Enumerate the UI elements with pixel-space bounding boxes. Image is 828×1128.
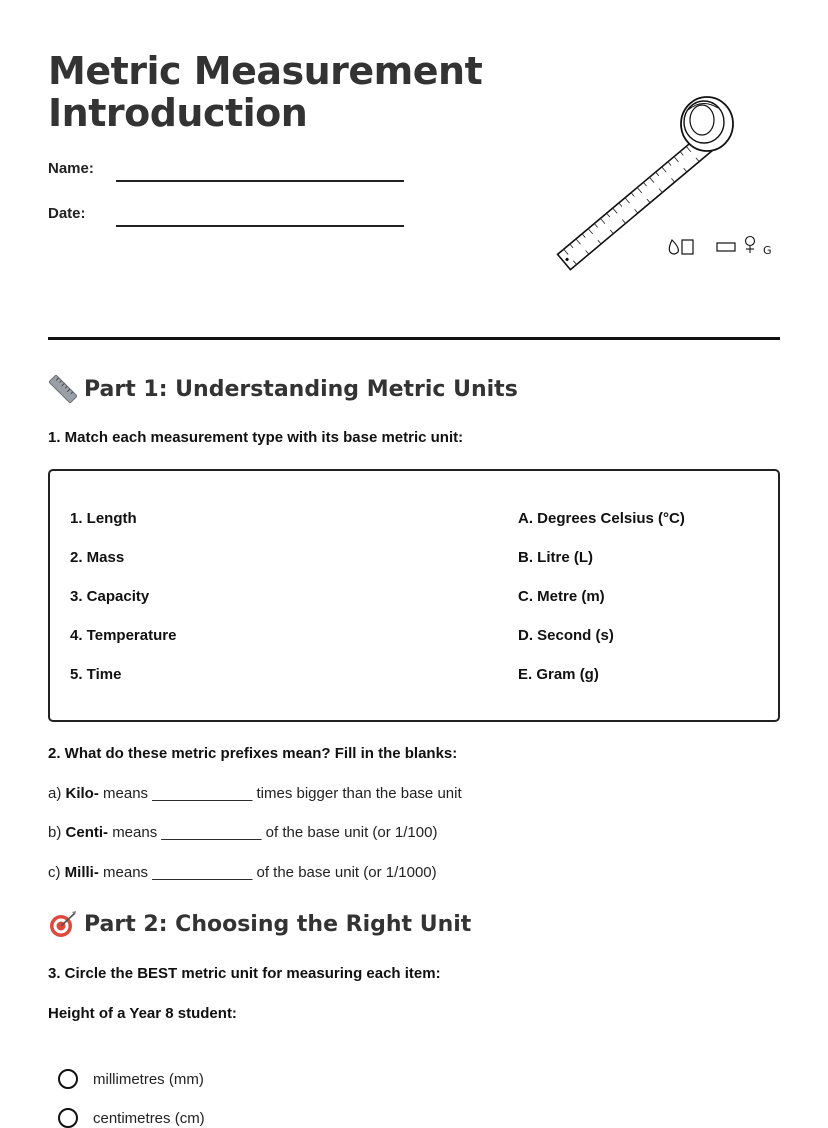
option-label: centimetres (cm) — [93, 1109, 205, 1127]
match-right-item: A. Degrees Celsius (°C) — [518, 510, 685, 527]
prefix-term: Milli- — [64, 864, 99, 881]
match-left-item: 5. Time — [70, 666, 122, 683]
part1-heading — [48, 374, 518, 404]
option-centimetres[interactable] — [58, 1108, 205, 1128]
radio-circle[interactable] — [58, 1069, 78, 1089]
date-field[interactable] — [48, 205, 86, 222]
prefix-text: of the base unit (or 1/1000) — [256, 864, 437, 881]
title-line-1: Metric Measurement — [48, 49, 483, 93]
matching-box — [48, 469, 780, 722]
question-1: 1. Match each measurement type with its base metric unit: — [48, 429, 464, 446]
name-field[interactable] — [48, 160, 94, 177]
prefix-letter: c) — [48, 864, 61, 881]
prefix-text: means — [112, 824, 158, 841]
date-line[interactable] — [116, 225, 404, 227]
question-3: 3. Circle the BEST metric unit for measuring each item: — [48, 965, 441, 982]
match-left-item: 1. Length — [70, 510, 137, 527]
part2-heading-text: Part 2: Choosing the Right Unit — [84, 911, 472, 937]
match-right-item: D. Second (s) — [518, 627, 614, 644]
target-icon — [48, 909, 78, 939]
prefix-text: means — [103, 785, 149, 802]
match-left-item: 4. Temperature — [70, 627, 177, 644]
match-left-item: 2. Mass — [70, 549, 125, 566]
ruler-icon — [48, 374, 78, 404]
prefix-letter: a) — [48, 785, 62, 802]
prefix-text: times bigger than the base unit — [256, 785, 462, 802]
g-symbol-label: G — [763, 244, 772, 257]
option-millimetres[interactable] — [58, 1069, 204, 1089]
fill-blank[interactable]: ____________ — [152, 864, 253, 881]
prefix-text: means — [103, 864, 149, 881]
part1-heading-text: Part 1: Understanding Metric Units — [84, 376, 518, 402]
prefix-line-milli — [48, 864, 437, 881]
match-right-item: E. Gram (g) — [518, 666, 599, 683]
name-line[interactable] — [116, 180, 404, 182]
title-line-2: Introduction — [48, 91, 308, 135]
prefix-term: Centi- — [65, 824, 109, 841]
radio-circle[interactable] — [58, 1108, 78, 1128]
part2-heading — [48, 909, 471, 939]
page-title — [48, 50, 508, 134]
prefix-text: of the base unit (or 1/100) — [265, 824, 438, 841]
measuring-tape-icon — [552, 90, 772, 270]
prefix-term: Kilo- — [65, 785, 99, 802]
match-left-item: 3. Capacity — [70, 588, 150, 605]
item-height-student: Height of a Year 8 student: — [48, 1005, 237, 1022]
prefix-line-kilo — [48, 785, 462, 802]
question-2: 2. What do these metric prefixes mean? Fill in the blanks: — [48, 745, 458, 762]
date-label: Date: — [48, 205, 86, 222]
header-divider — [48, 337, 780, 340]
fill-blank[interactable]: ____________ — [161, 824, 262, 841]
match-right-item: B. Litre (L) — [518, 549, 593, 566]
fill-blank[interactable]: ____________ — [152, 785, 253, 802]
match-right-item: C. Metre (m) — [518, 588, 605, 605]
prefix-letter: b) — [48, 824, 62, 841]
name-label: Name: — [48, 160, 94, 177]
option-label: millimetres (mm) — [93, 1070, 204, 1088]
prefix-line-centi — [48, 824, 437, 841]
